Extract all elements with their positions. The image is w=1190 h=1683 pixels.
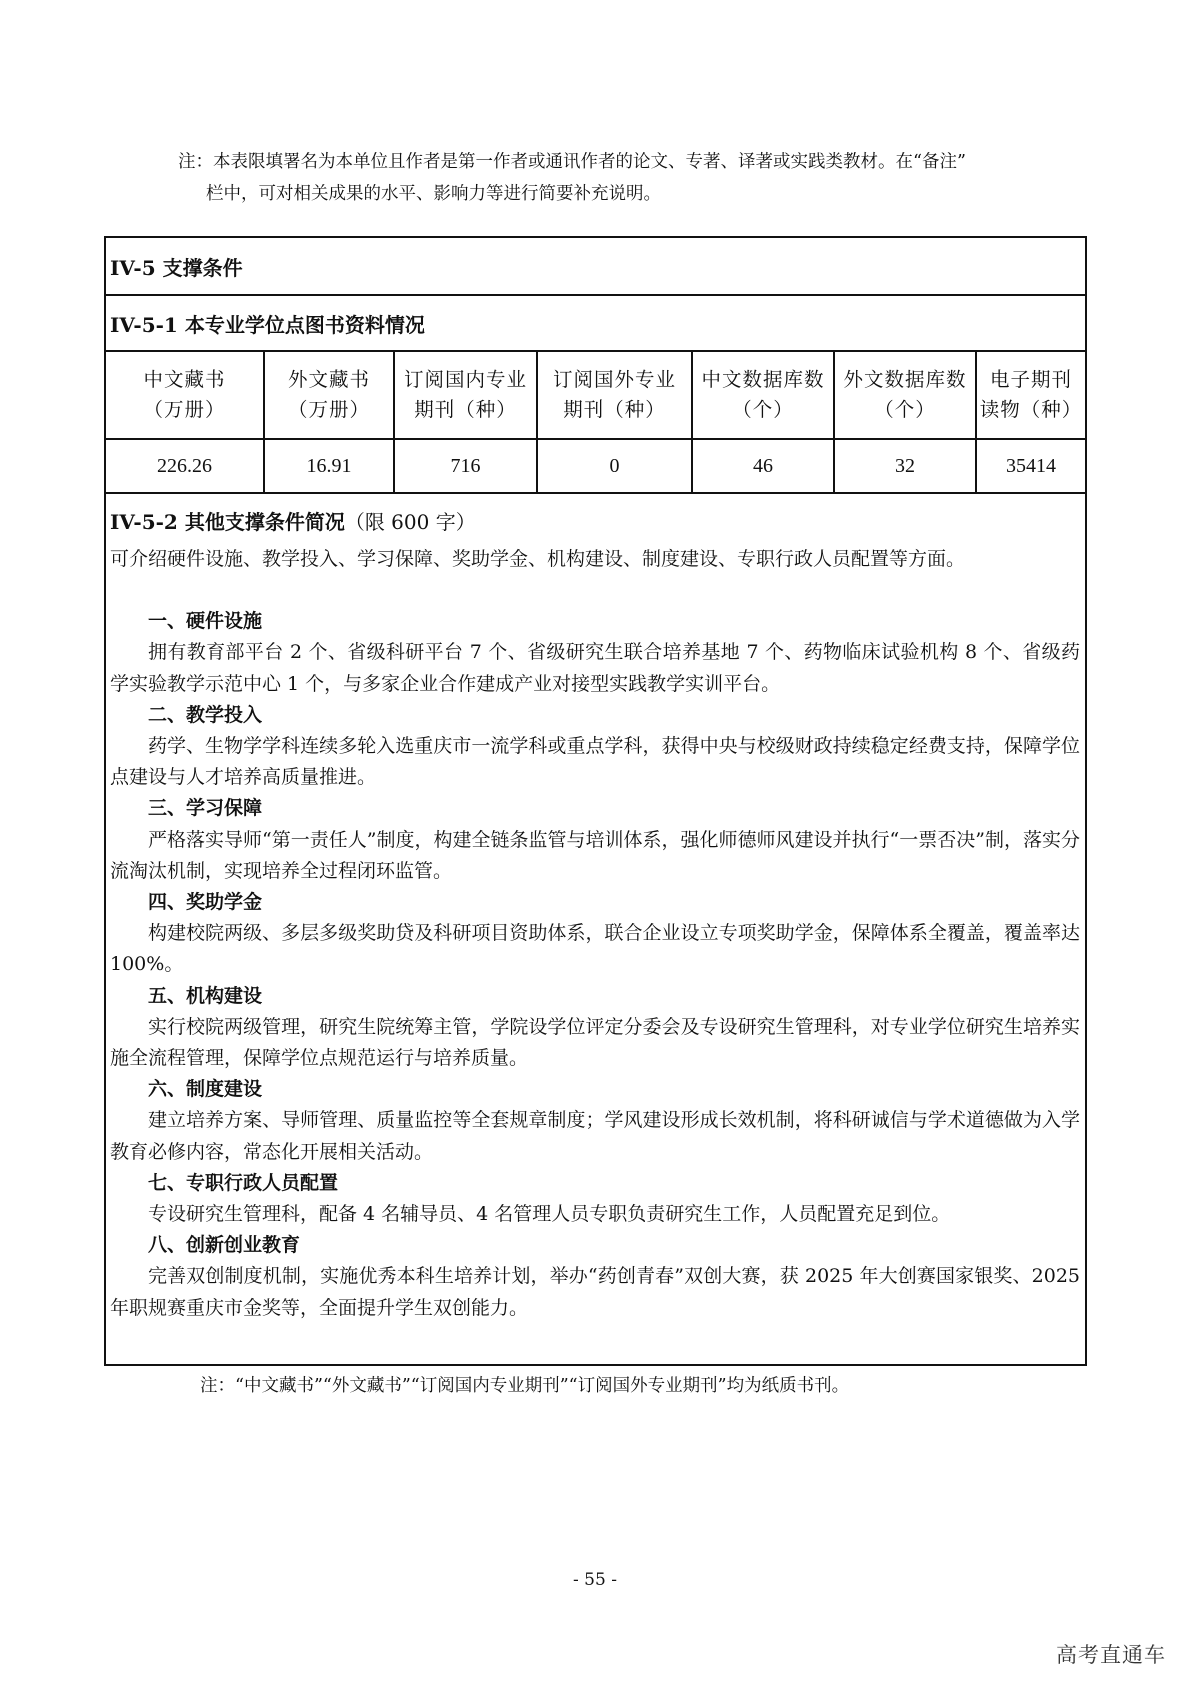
section-heading: 七、专职行政人员配置 (148, 1171, 339, 1194)
header-cell: 订阅国外专业 期刊（种） (537, 352, 692, 439)
top-note-line-1: 注：本表限填署名为本单位且作者是第一作者或通讯作者的论文、专著、译著或实践类教材。在“备注” (178, 152, 966, 172)
value-cell: 716 (394, 439, 537, 493)
table-value-row (106, 439, 1085, 493)
subsection-2-title: IV-5-2 其他支撑条件简况 （限 600 字） (110, 509, 476, 534)
section-heading: 五、机构建设 (148, 984, 263, 1007)
section-title: IV-5 支撑条件 (106, 238, 1085, 296)
value-cell: 0 (537, 439, 692, 493)
section-text: 建立培养方案、导师管理、质量监控等全套规章制度；学风建设形成长效机制，将科研诚信与学术道德做为入学教育必修内容，常态化开展相关活动。 (110, 1109, 1080, 1163)
value-cell: 16.91 (264, 439, 394, 493)
header-cell: 外文藏书 （万册） (264, 352, 394, 439)
header-cell: 外文数据库数 （个） (834, 352, 976, 439)
subsection-1-title: IV-5-1 本专业学位点图书资料情况 (106, 296, 1085, 352)
value-cell: 32 (834, 439, 976, 493)
section-heading: 六、制度建设 (148, 1078, 263, 1101)
section-text: 实行校院两级管理，研究生院统筹主管，学院设学位评定分委会及专设研究生管理科，对专业学位研究生培养实施全流程管理，保障学位点规范运行与培养质量。 (110, 1015, 1080, 1070)
top-note (178, 146, 1038, 210)
section-heading: 一、硬件设施 (148, 610, 263, 633)
value-cell: 46 (692, 439, 834, 493)
section-heading: 三、学习保障 (148, 797, 263, 820)
header-cell: 电子期刊 读物（种） (976, 352, 1085, 439)
section-text: 构建校院两级、多层多级奖助贷及科研项目资助体系，联合企业设立专项奖助学金，保障体系全覆盖，覆盖率达 100%。 (110, 922, 1080, 976)
value-cell: 226.26 (106, 439, 264, 493)
support-conditions-form (104, 236, 1087, 1366)
table-header-row (106, 352, 1085, 439)
watermark: 高考直通车 (1056, 1643, 1166, 1667)
section-heading: 四、奖助学金 (148, 891, 263, 914)
value-cell: 35414 (976, 439, 1085, 493)
page-number: - 55 - (573, 1570, 617, 1590)
header-cell: 中文藏书 （万册） (106, 352, 264, 439)
bottom-note: 注：“中文藏书”“外文藏书”“订阅国内专业期刊”“订阅国外专业期刊”均为纸质书刊。 (200, 1376, 850, 1396)
section-text: 完善双创制度机制，实施优秀本科生培养计划，举办“药创青春”双创大赛，获 2025 年大创赛国家银奖、2025 年职规赛重庆市金奖等，全面提升学生双创能力。 (110, 1265, 1080, 1319)
header-cell: 中文数据库数 （个） (692, 352, 834, 439)
library-resources-table (106, 352, 1085, 494)
section-text: 严格落实导师“第一责任人”制度，构建全链条监管与培训体系，强化师德师风建设并执行“一票否决”制，落实分流淘汰机制，实现培养全过程闭环监管。 (110, 828, 1080, 882)
section-heading: 八、创新创业教育 (148, 1234, 301, 1257)
other-conditions-body (110, 544, 1080, 1324)
section-text: 药学、生物学学科连续多轮入选重庆市一流学科或重点学科，获得中央与校级财政持续稳定经费支持，保障学位点建设与人才培养高质量推进。 (110, 735, 1080, 789)
header-cell: 订阅国内专业 期刊（种） (394, 352, 537, 439)
section-heading: 二、教学投入 (148, 703, 263, 726)
section-text: 拥有教育部平台 2 个、省级科研平台 7 个、省级研究生联合培养基地 7 个、药物临床试验机构 8 个、省级药学实验教学示范中心 1 个，与多家企业合作建成产业对接型实践教学实训平台。 (110, 641, 1080, 695)
intro-text: 可介绍硬件设施、教学投入、学习保障、奖助学金、机构建设、制度建设、专职行政人员配置等方面。 (110, 548, 966, 570)
top-note-line-2: 栏中，可对相关成果的水平、影响力等进行简要补充说明。 (206, 184, 661, 204)
section-text: 专设研究生管理科，配备 4 名辅导员、4 名管理人员专职负责研究生工作，人员配置充足到位。 (148, 1203, 951, 1226)
